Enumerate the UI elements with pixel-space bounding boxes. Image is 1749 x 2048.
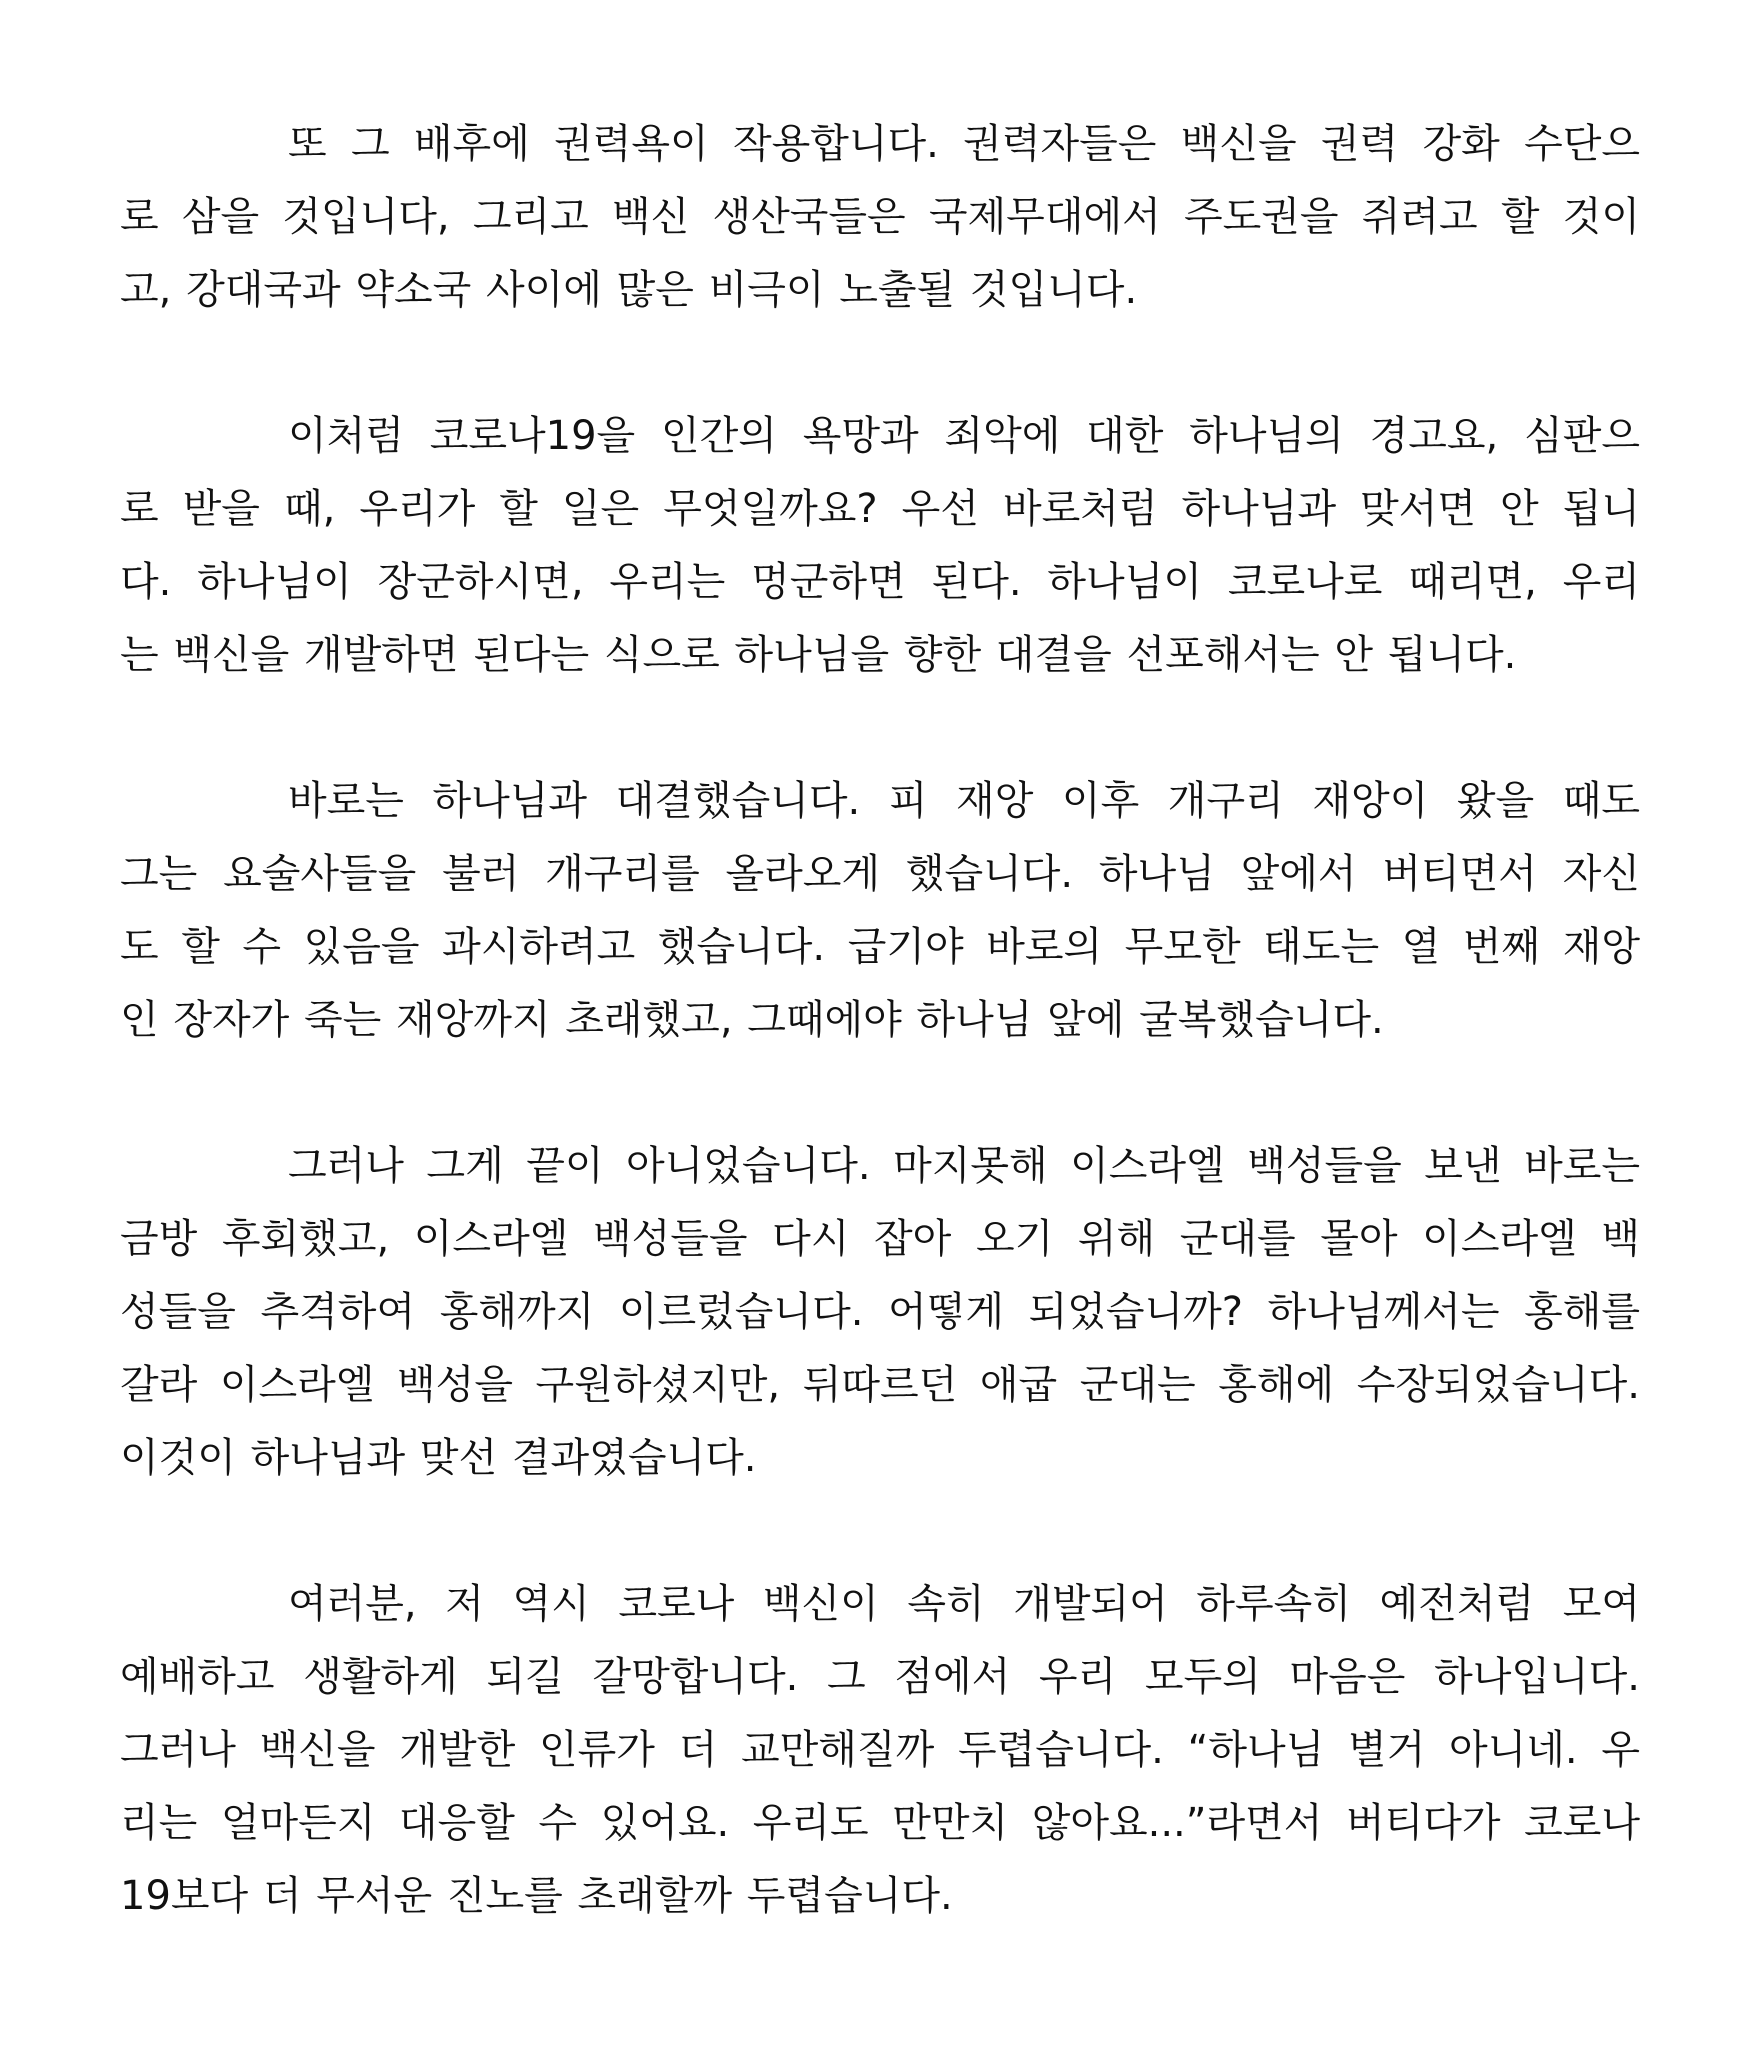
text-line: 그는 요술사들을 불러 개구리를 올라오게 했습니다. 하나님 앞에서 버티면서 자신 [120,851,1640,897]
text-line: 여러분, 저 역시 코로나 백신이 속히 개발되어 하루속히 예전처럼 모여 [288,1581,1640,1627]
paragraph-4 [120,1130,1640,1495]
text-line: 로 받을 때, 우리가 할 일은 무엇일까요? 우선 바로처럼 하나님과 맞서면 안 됩니 [120,486,1640,532]
text-line: 이처럼 코로나19을 인간의 욕망과 죄악에 대한 하나님의 경고요, 심판으 [288,413,1640,459]
text-line: 19보다 더 무서운 진노를 초래할까 두렵습니다. [120,1873,953,1919]
text-line: 리는 얼마든지 대응할 수 있어요. 우리도 만만치 않아요...”라면서 버티다가 코로나 [120,1800,1640,1846]
text-line: 고, 강대국과 약소국 사이에 많은 비극이 노출될 것입니다. [120,267,1138,313]
text-line: 예배하고 생활하게 되길 갈망합니다. 그 점에서 우리 모두의 마음은 하나입니다. [120,1654,1640,1700]
text-line: 다. 하나님이 장군하시면, 우리는 멍군하면 된다. 하나님이 코로나로 때리면, 우리 [120,559,1640,605]
paragraph-3 [120,765,1640,1057]
text-line: 바로는 하나님과 대결했습니다. 피 재앙 이후 개구리 재앙이 왔을 때도 [288,778,1640,824]
document-body [120,108,1640,1933]
text-line: 이것이 하나님과 맞선 결과였습니다. [120,1435,757,1481]
text-line: 그러나 그게 끝이 아니었습니다. 마지못해 이스라엘 백성들을 보낸 바로는 [288,1143,1640,1189]
text-line: 금방 후회했고, 이스라엘 백성들을 다시 잡아 오기 위해 군대를 몰아 이스라엘 백 [120,1216,1640,1262]
text-line: 는 백신을 개발하면 된다는 식으로 하나님을 향한 대결을 선포해서는 안 됩니다. [120,632,1517,678]
paragraph-1 [120,108,1640,327]
text-line: 인 장자가 죽는 재앙까지 초래했고, 그때에야 하나님 앞에 굴복했습니다. [120,997,1384,1043]
text-line: 로 삼을 것입니다, 그리고 백신 생산국들은 국제무대에서 주도권을 쥐려고 할 것이 [120,194,1640,240]
text-line: 성들을 추격하여 홍해까지 이르렀습니다. 어떻게 되었습니까? 하나님께서는 홍해를 [120,1289,1640,1335]
text-line: 또 그 배후에 권력욕이 작용합니다. 권력자들은 백신을 권력 강화 수단으 [288,121,1640,167]
paragraph-5 [120,1568,1640,1933]
text-line: 도 할 수 있음을 과시하려고 했습니다. 급기야 바로의 무모한 태도는 열 번째 재앙 [120,924,1640,970]
text-line: 갈라 이스라엘 백성을 구원하셨지만, 뒤따르던 애굽 군대는 홍해에 수장되었습니다. [120,1362,1640,1408]
paragraph-2 [120,400,1640,692]
text-line: 그러나 백신을 개발한 인류가 더 교만해질까 두렵습니다. “하나님 별거 아니네. 우 [120,1727,1640,1773]
